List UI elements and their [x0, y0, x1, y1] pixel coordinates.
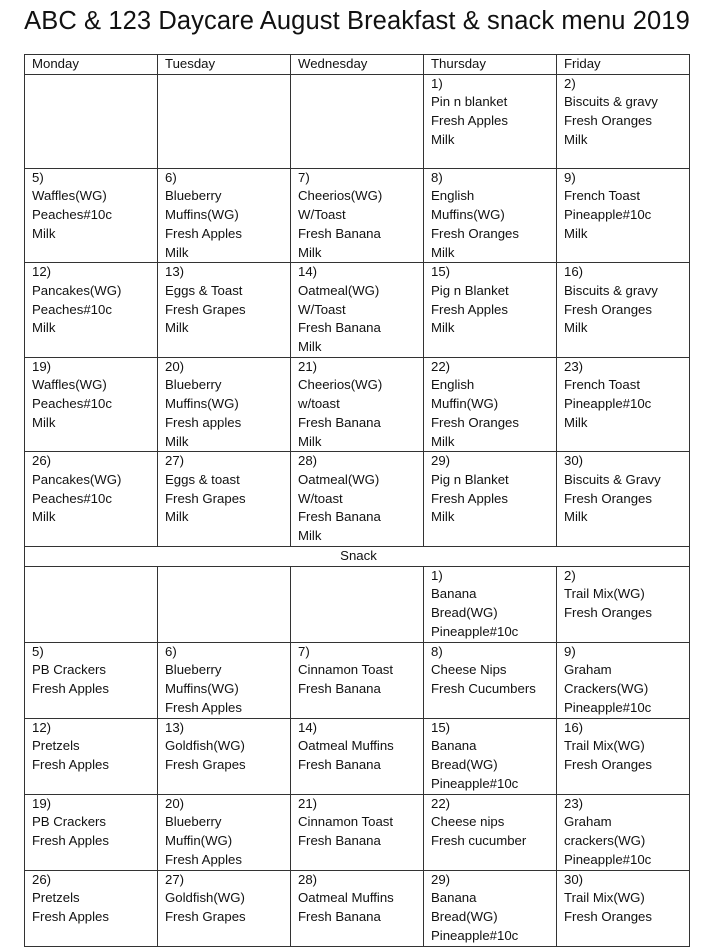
snack-cell: 27) Goldfish(WG) Fresh Grapes [158, 870, 291, 946]
breakfast-cell: 13) Eggs & Toast Fresh Grapes Milk [158, 263, 291, 358]
breakfast-cell: 5) Waffles(WG) Peaches#10c Milk [25, 168, 158, 263]
day-header: Wednesday [291, 55, 424, 75]
page-title: ABC & 123 Daycare August Breakfast & snack menu 2019 [24, 7, 690, 35]
snack-cell: 12) Pretzels Fresh Apples [25, 718, 158, 794]
snack-cell: 21) Cinnamon Toast Fresh Banana [291, 794, 424, 870]
breakfast-cell: 6) Blueberry Muffins(WG) Fresh Apples Milk [158, 168, 291, 263]
breakfast-cell: 29) Pig n Blanket Fresh Apples Milk [424, 452, 557, 547]
snack-cell: 14) Oatmeal Muffins Fresh Banana [291, 718, 424, 794]
snack-week-row [25, 566, 690, 642]
snack-cell: 8) Cheese Nips Fresh Cucumbers [424, 642, 557, 718]
breakfast-cell: 28) Oatmeal(WG) W/toast Fresh Banana Milk [291, 452, 424, 547]
menu-table [24, 54, 690, 947]
breakfast-cell: 19) Waffles(WG) Peaches#10c Milk [25, 357, 158, 452]
snack-section-row [25, 546, 690, 566]
breakfast-cell: 8) English Muffins(WG) Fresh Oranges Milk [424, 168, 557, 263]
breakfast-cell: 22) English Muffin(WG) Fresh Oranges Milk [424, 357, 557, 452]
snack-cell [158, 566, 291, 642]
breakfast-cell: 21) Cheerios(WG) w/toast Fresh Banana Milk [291, 357, 424, 452]
snack-cell: 19) PB Crackers Fresh Apples [25, 794, 158, 870]
snack-cell: 20) Blueberry Muffin(WG) Fresh Apples [158, 794, 291, 870]
breakfast-cell: 23) French Toast Pineapple#10c Milk [557, 357, 690, 452]
snack-cell: 5) PB Crackers Fresh Apples [25, 642, 158, 718]
breakfast-cell: 14) Oatmeal(WG) W/Toast Fresh Banana Milk [291, 263, 424, 358]
breakfast-cell: 20) Blueberry Muffins(WG) Fresh apples Milk [158, 357, 291, 452]
snack-cell: 16) Trail Mix(WG) Fresh Oranges [557, 718, 690, 794]
breakfast-cell: 7) Cheerios(WG) W/Toast Fresh Banana Milk [291, 168, 424, 263]
breakfast-cell: 16) Biscuits & gravy Fresh Oranges Milk [557, 263, 690, 358]
breakfast-cell: 12) Pancakes(WG) Peaches#10c Milk [25, 263, 158, 358]
snack-cell: 28) Oatmeal Muffins Fresh Banana [291, 870, 424, 946]
day-header-row [25, 55, 690, 75]
breakfast-week-row [25, 74, 690, 168]
breakfast-cell: 2) Biscuits & gravy Fresh Oranges Milk [557, 74, 690, 168]
snack-cell: 2) Trail Mix(WG) Fresh Oranges [557, 566, 690, 642]
breakfast-cell [291, 74, 424, 168]
snack-cell: 1) Banana Bread(WG) Pineapple#10c [424, 566, 557, 642]
snack-cell [25, 566, 158, 642]
snack-cell: 6) Blueberry Muffins(WG) Fresh Apples [158, 642, 291, 718]
day-header: Friday [557, 55, 690, 75]
day-header: Tuesday [158, 55, 291, 75]
snack-cell: 15) Banana Bread(WG) Pineapple#10c [424, 718, 557, 794]
snack-cell: 9) Graham Crackers(WG) Pineapple#10c [557, 642, 690, 718]
snack-week-row [25, 642, 690, 718]
snack-cell: 7) Cinnamon Toast Fresh Banana [291, 642, 424, 718]
breakfast-week-row [25, 168, 690, 263]
snack-section-label: Snack [25, 546, 690, 566]
breakfast-cell [158, 74, 291, 168]
snack-cell: 22) Cheese nips Fresh cucumber [424, 794, 557, 870]
breakfast-week-row [25, 452, 690, 547]
snack-cell: 13) Goldfish(WG) Fresh Grapes [158, 718, 291, 794]
snack-week-row [25, 794, 690, 870]
breakfast-week-row [25, 357, 690, 452]
snack-week-row [25, 718, 690, 794]
breakfast-cell [25, 74, 158, 168]
breakfast-cell: 9) French Toast Pineapple#10c Milk [557, 168, 690, 263]
breakfast-cell: 15) Pig n Blanket Fresh Apples Milk [424, 263, 557, 358]
breakfast-cell: 30) Biscuits & Gravy Fresh Oranges Milk [557, 452, 690, 547]
day-header: Thursday [424, 55, 557, 75]
breakfast-week-row [25, 263, 690, 358]
snack-cell: 23) Graham crackers(WG) Pineapple#10c [557, 794, 690, 870]
snack-cell: 30) Trail Mix(WG) Fresh Oranges [557, 870, 690, 946]
snack-week-row [25, 870, 690, 946]
snack-cell [291, 566, 424, 642]
breakfast-cell: 26) Pancakes(WG) Peaches#10c Milk [25, 452, 158, 547]
breakfast-cell: 1) Pin n blanket Fresh Apples Milk [424, 74, 557, 168]
snack-cell: 26) Pretzels Fresh Apples [25, 870, 158, 946]
day-header: Monday [25, 55, 158, 75]
snack-cell: 29) Banana Bread(WG) Pineapple#10c [424, 870, 557, 946]
breakfast-cell: 27) Eggs & toast Fresh Grapes Milk [158, 452, 291, 547]
